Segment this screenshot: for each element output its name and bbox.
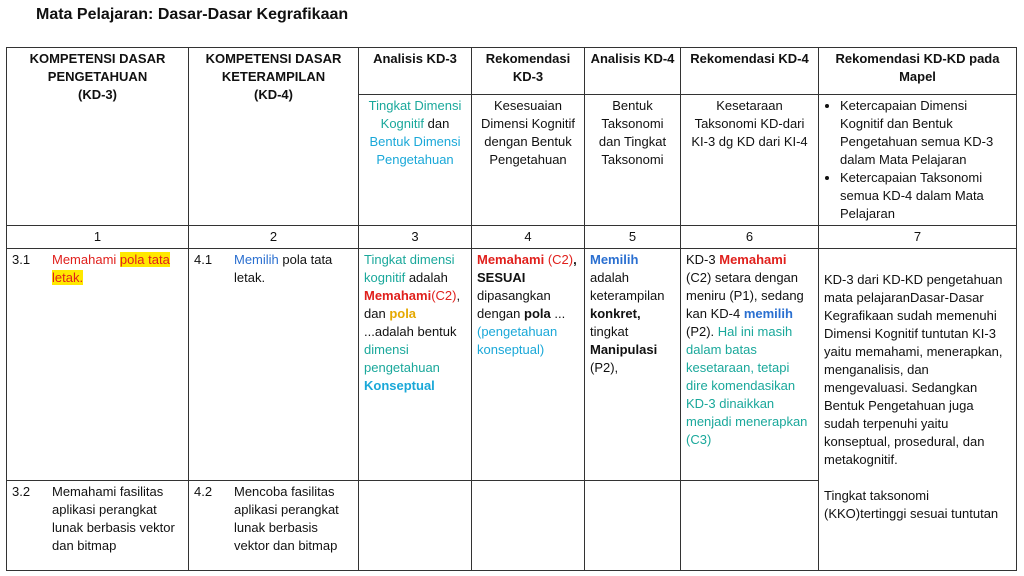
- header-rekomendasi-kd3: Rekomendasi KD-3: [472, 48, 585, 95]
- column-number: 1: [7, 226, 189, 249]
- analisis-kd4-cell: Memilih adalah keterampilan konkret, tingkat Manipulasi (P2),: [585, 249, 681, 481]
- kd3-cell: 3.2 Memahami fasilitas aplikasi perangkat lunak berbasis vektor dan bitmap: [7, 481, 189, 571]
- list-item: • Ketercapaian Dimensi Kognitif dan Bentuk Pengetahuan semua KD-3 dalam Mata Pelajaran: [840, 97, 1011, 169]
- rekomendasi-kd4-cell: KD-3 Memahami (C2) setara dengan meniru (P1), sedang kan KD-4 memilih (P2). Hal ini masih dalam batas kesetaraan, tetapi dire komendasikan KD-3 dinaikkan menjadi menerapkan (C3): [681, 249, 819, 481]
- header-rekomendasi-kd4: Rekomendasi KD-4: [681, 48, 819, 95]
- header-kd3: KOMPETENSI DASAR PENGETAHUAN (KD-3): [7, 48, 189, 226]
- kd4-cell: 4.1 Memilih pola tata letak.: [189, 249, 359, 481]
- column-number: 6: [681, 226, 819, 249]
- empty-cell: [359, 481, 472, 571]
- header-kd4: KOMPETENSI DASAR KETERAMPILAN (KD-4): [189, 48, 359, 226]
- table-row: [7, 249, 1017, 481]
- kd4-cell: 4.2 Mencoba fasilitas aplikasi perangkat lunak berbasis vektor dan bitmap: [189, 481, 359, 571]
- column-number: 3: [359, 226, 472, 249]
- column-number: 4: [472, 226, 585, 249]
- subheader-rekomendasi-kd3: Kesesuaian Dimensi Kognitif dengan Bentuk Pengetahuan: [472, 95, 585, 226]
- subheader-rekomendasi-kd4: Kesetaraan Taksonomi KD-dari KI-3 dg KD dari KI-4: [681, 95, 819, 226]
- empty-cell: [681, 481, 819, 571]
- column-number: 2: [189, 226, 359, 249]
- kd-analysis-table: [6, 47, 1017, 571]
- subheader-analisis-kd3: Tingkat Dimensi Kognitif dan Bentuk Dimensi Pengetahuan: [359, 95, 472, 226]
- rekomendasi-mapel-cell: KD-3 dari KD-KD pengetahuan mata pelajaranDasar-Dasar Kegrafikaan sudah memenuhi Dimensi Kognitif tuntutan KI-3 yaitu memahami, menerapkan, menganalisis, dan mengevaluasi. Sedangkan Bentuk Pengetahuan juga sudah terpenuhi yaitu konseptual, prosedural, dan metakognitif. Tingkat taksonomi (KKO)tertinggi sesuai tuntutan: [819, 249, 1017, 571]
- column-number: 7: [819, 226, 1017, 249]
- header-analisis-kd4: Analisis KD-4: [585, 48, 681, 95]
- list-item: • Ketercapaian Taksonomi semua KD-4 dalam Mata Pelajaran: [840, 169, 1011, 223]
- table-row-numbers: [7, 226, 1017, 249]
- kd3-cell: 3.1 Memahami pola tata letak.: [7, 249, 189, 481]
- rekomendasi-kd3-cell: Memahami (C2), SESUAI dipasangkan dengan pola ... (pengetahuan konseptual): [472, 249, 585, 481]
- header-analisis-kd3: Analisis KD-3: [359, 48, 472, 95]
- subheader-analisis-kd4: Bentuk Taksonomi dan Tingkat Taksonomi: [585, 95, 681, 226]
- subheader-rekomendasi-mapel: [819, 95, 1017, 226]
- page-title: Mata Pelajaran: Dasar-Dasar Kegrafikaan: [36, 6, 349, 23]
- empty-cell: [585, 481, 681, 571]
- column-number: 5: [585, 226, 681, 249]
- header-rekomendasi-mapel: Rekomendasi KD-KD pada Mapel: [819, 48, 1017, 95]
- analisis-kd3-cell: Tingkat dimensi kognitif adalah Memahami(C2), dan pola ...adalah bentuk dimensi pengetahuan Konseptual: [359, 249, 472, 481]
- empty-cell: [472, 481, 585, 571]
